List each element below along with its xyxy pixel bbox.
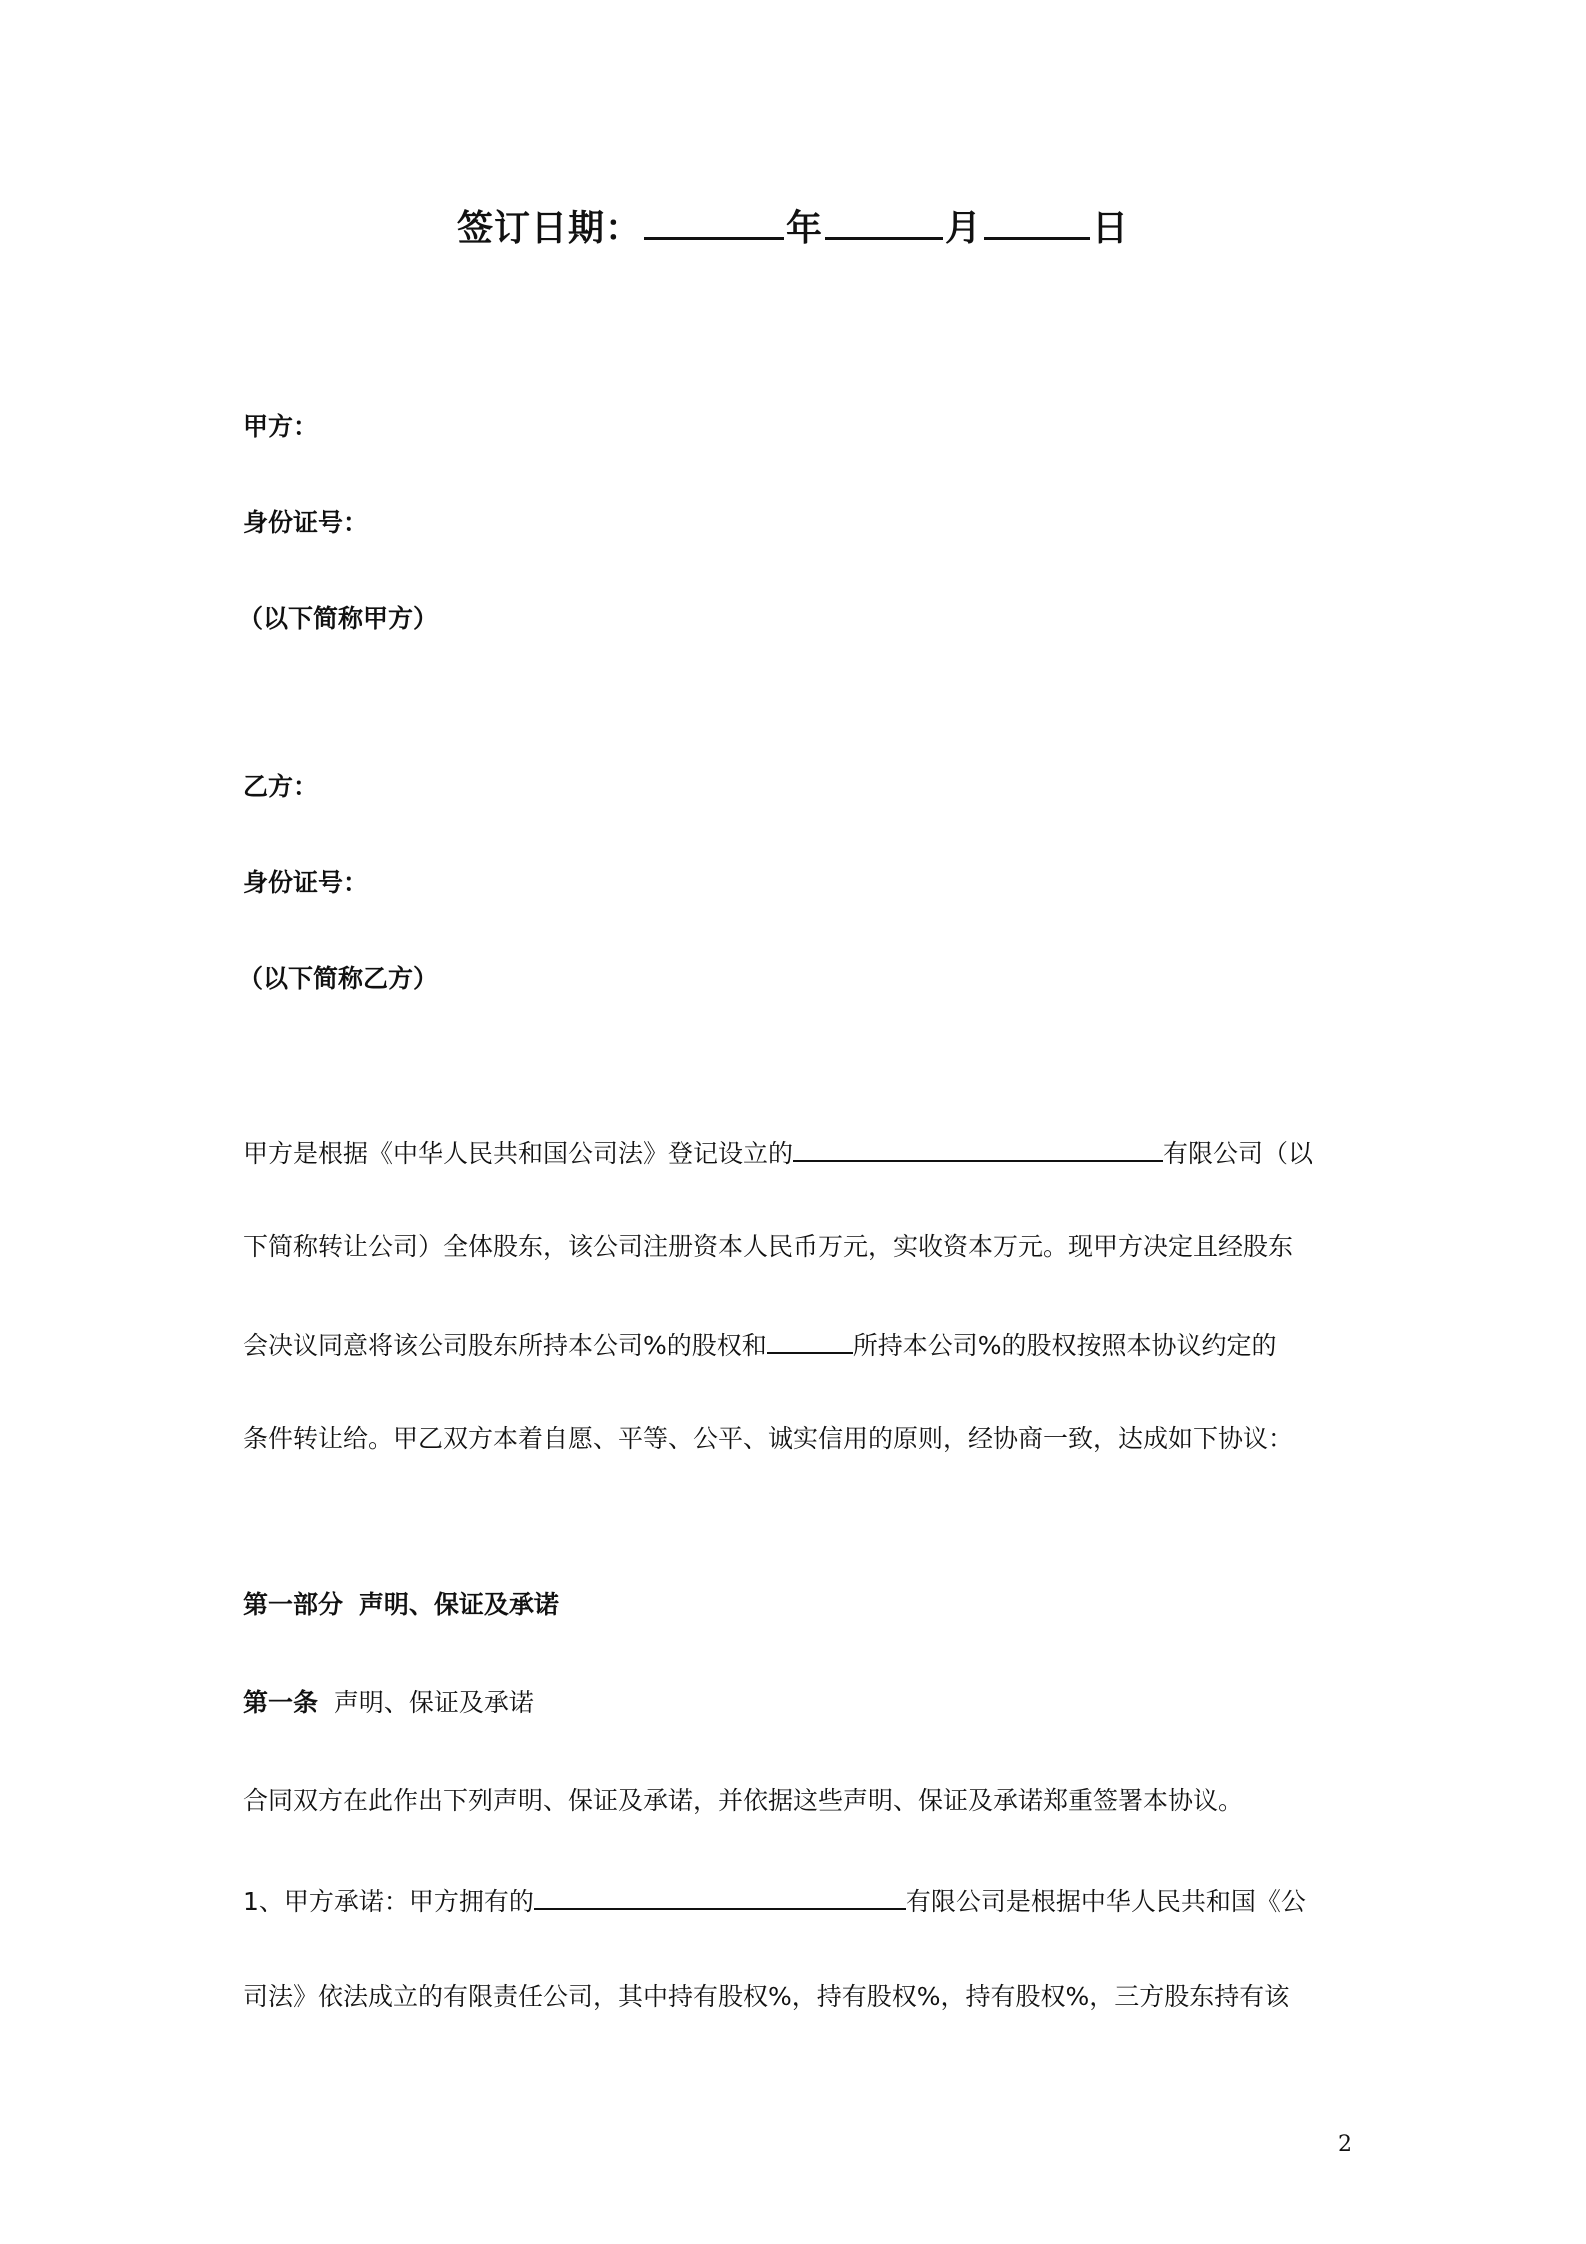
party-a-alias: （以下简称甲方） [238, 604, 439, 633]
article-1-number: 第一条 [243, 1688, 319, 1717]
month-label: 月 [945, 208, 983, 249]
month-blank [825, 207, 943, 240]
preamble-line-1-b: 有限公司（以 [1163, 1139, 1314, 1168]
party-a-id-label: 身份证号： [243, 508, 369, 537]
article-1-item-1-a: 1、甲方承诺：甲方拥有的 [243, 1887, 534, 1916]
year-blank [644, 207, 784, 240]
part-1-heading [243, 1590, 559, 1620]
party-b-alias: （以下简称乙方） [238, 964, 439, 993]
signing-date-heading [0, 200, 1586, 251]
article-1-item-1-line-2: 司法》依法成立的有限责任公司，其中持有股权%，持有股权%，持有股权%，三方股东持有该 [243, 1982, 1290, 2011]
party-b-name-label: 乙方： [243, 772, 319, 801]
preamble-line-3 [243, 1328, 1277, 1361]
preamble-line-1 [243, 1136, 1313, 1169]
preamble-line-2: 下简称转让公司）全体股东，该公司注册资本人民币万元，实收资本万元。现甲方决定且经股东 [243, 1232, 1294, 1261]
party-a-name-label: 甲方： [243, 412, 319, 441]
article-1-intro: 合同双方在此作出下列声明、保证及承诺，并依据这些声明、保证及承诺郑重签署本协议。 [243, 1786, 1244, 1815]
preamble-line-3-a: 会决议同意将该公司股东所持本公司%的股权和 [243, 1331, 767, 1360]
preamble-line-3-b: 所持本公司%的股权按照本协议约定的 [852, 1331, 1277, 1360]
signing-date-label: 签订日期： [456, 208, 642, 249]
article-1-title: 声明、保证及承诺 [333, 1688, 534, 1717]
shareholder-blank [767, 1328, 853, 1354]
article-1-item-1 [243, 1884, 1306, 1917]
day-blank [984, 207, 1090, 240]
year-label: 年 [785, 208, 823, 249]
article-1-heading [243, 1688, 534, 1718]
page-number: 2 [1338, 2132, 1352, 2157]
preamble-line-4: 条件转让给。甲乙双方本着自愿、平等、公平、诚实信用的原则，经协商一致，达成如下协议： [243, 1424, 1294, 1453]
party-b-id-label: 身份证号： [243, 868, 369, 897]
company-name-blank [793, 1136, 1163, 1162]
day-label: 日 [1092, 208, 1130, 249]
part-1-title: 声明、保证及承诺 [358, 1590, 559, 1619]
article-1-item-1-b: 有限公司是根据中华人民共和国《公 [905, 1887, 1306, 1916]
company-name-blank-2 [534, 1884, 906, 1910]
part-1-number: 第一部分 [243, 1590, 344, 1619]
preamble-line-1-a: 甲方是根据《中华人民共和国公司法》登记设立的 [243, 1139, 794, 1168]
